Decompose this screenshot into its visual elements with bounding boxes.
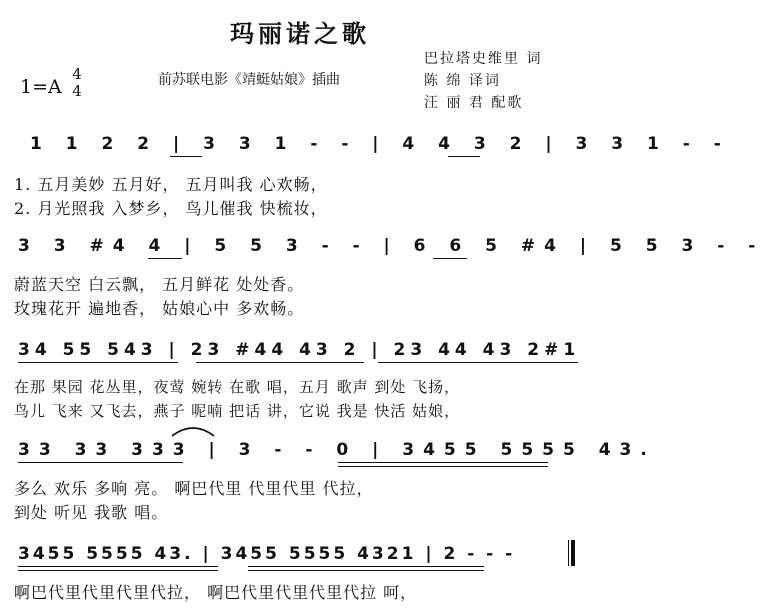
lyric-line-2-verse-1: 蔚蓝天空 白云飘， 五月鲜花 处处香。 <box>14 275 305 294</box>
song-title: 玛丽诺之歌 <box>230 19 370 48</box>
notes-line-4: 33 33 333 | 3 - - 0 | 3455 5555 43. <box>18 440 656 460</box>
key-signature: 1=A <box>20 76 62 98</box>
beam <box>338 462 548 463</box>
notes-line-2: 3 3 #4 4 | 5 5 3 - - | 6 6 5 #4 | 5 5 3 - - <box>18 236 764 256</box>
beam <box>248 570 484 571</box>
beam <box>378 362 578 363</box>
credit-lyricist: 巴拉塔史维里 词 <box>424 51 543 67</box>
credit-arranger: 汪 丽 君 配歌 <box>424 95 524 111</box>
lyric-line-1-verse-1: 1. 五月美妙 五月好， 五月叫我 心欢畅， <box>14 175 328 194</box>
lyric-line-3-verse-1: 在那 果园 花丛里，夜莺 婉转 在歌 唱，五月 歌声 到处 飞扬， <box>14 378 461 396</box>
final-barline <box>568 540 575 566</box>
lyric-line-4-verse-2: 到处 听见 我歌 唱。 <box>14 503 169 522</box>
beam <box>148 258 182 259</box>
time-signature <box>68 66 86 100</box>
beam <box>18 462 183 463</box>
beam <box>170 156 202 157</box>
beam <box>448 156 480 157</box>
notes-line-5: 3455 5555 43. | 3455 5555 4321 | 2 - - - <box>18 544 516 564</box>
time-signature-bottom: 4 <box>72 82 82 100</box>
beam <box>18 570 218 571</box>
time-signature-top: 4 <box>72 65 82 83</box>
beam <box>248 566 484 567</box>
lyric-line-4-verse-1: 多么 欢乐 多响 亮。 啊巴代里 代里代里 代拉， <box>14 479 374 498</box>
credit-translator: 陈 绵 译词 <box>424 73 501 89</box>
notes-line-1: 1 1 2 2 | 3 3 1 - - | 4 4 3 2 | 3 3 1 - - <box>30 134 730 154</box>
lyric-line-2-verse-2: 玫瑰花开 遍地香， 姑娘心中 多欢畅。 <box>14 299 305 318</box>
song-subtitle: 前苏联电影《靖蜓姑娘》插曲 <box>158 72 340 88</box>
tie-slur <box>168 420 218 438</box>
beam <box>18 362 178 363</box>
lyric-line-5: 啊巴代里代里代里代拉， 啊巴代里代里代里代拉 呵， <box>14 583 418 602</box>
notes-line-3: 34 55 543 | 23 #44 43 2 | 23 44 43 2#1 <box>18 340 581 360</box>
beam <box>18 566 218 567</box>
lyric-line-3-verse-2: 鸟儿 飞来 又飞去，燕子 呢喃 把话 讲，它说 我是 快活 姑娘， <box>14 402 461 420</box>
beam <box>338 466 548 467</box>
beam <box>433 258 467 259</box>
beam <box>196 362 364 363</box>
lyric-line-1-verse-2: 2. 月光照我 入梦乡， 鸟儿催我 快梳妆， <box>14 199 328 218</box>
